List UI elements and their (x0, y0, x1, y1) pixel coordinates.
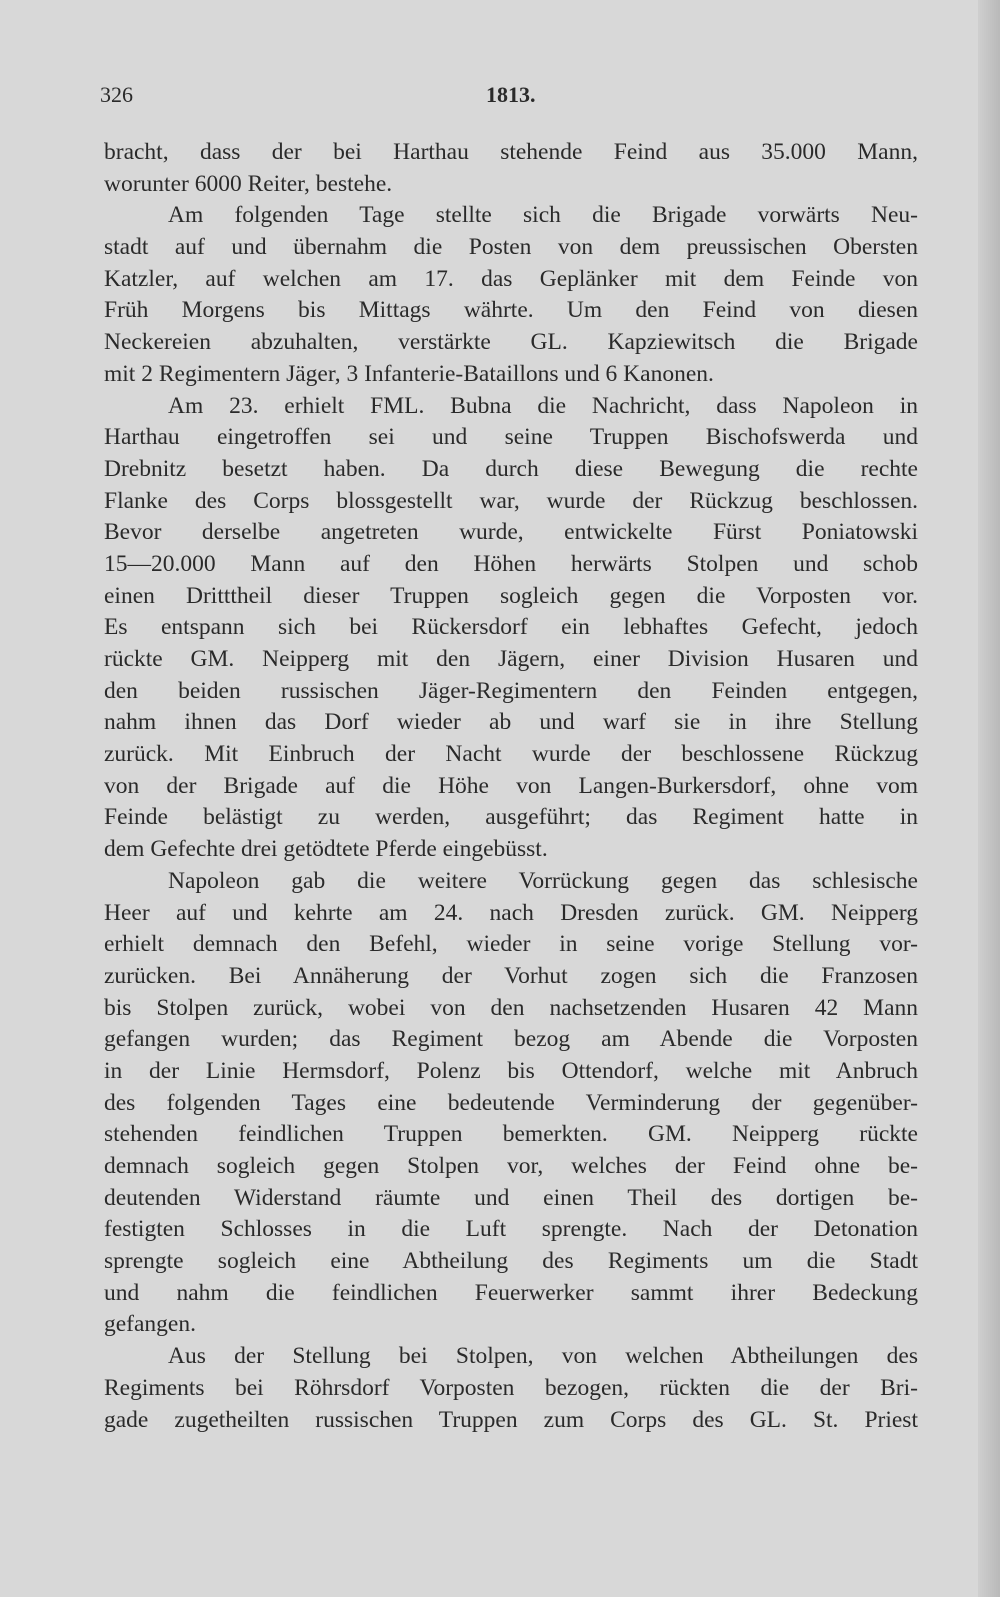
text-line: den beiden russischen Jäger-Regimentern den Feinden entgegen, (104, 677, 918, 704)
text-line: des folgenden Tages eine bedeutende Verminderung der gegenüber- (104, 1089, 918, 1116)
text-line: Harthau eingetroffen sei und seine Truppen Bischofswerda und (104, 424, 918, 451)
text-line: bracht, dass der bei Harthau stehende Feind aus 35.000 Mann, (104, 139, 918, 165)
text-line: Früh Morgens bis Mittags währte. Um den Feind von diesen (104, 297, 918, 324)
text-line: Am folgenden Tage stellte sich die Brigade vorwärts Neu- (168, 202, 918, 229)
page-edge-shadow (978, 0, 1000, 1597)
text-line: einen Dritttheil dieser Truppen sogleich gegen die Vorposten vor. (104, 582, 918, 609)
text-line: Am 23. erhielt FML. Bubna die Nachricht, dass Napoleon in (168, 392, 918, 419)
text-line: Drebnitz besetzt haben. Da durch diese Bewegung die rechte (104, 455, 918, 482)
text-line: nahm ihnen das Dorf wieder ab und warf sie in ihre Stellung (104, 709, 918, 736)
text-line: Aus der Stellung bei Stolpen, von welchen Abtheilungen des (168, 1343, 918, 1370)
body-text (104, 137, 918, 1436)
text-line: worunter 6000 Reiter, bestehe. (104, 170, 393, 197)
text-line: und nahm die feindlichen Feuerwerker sammt ihrer Bedeckung (104, 1279, 918, 1306)
text-line: dem Gefechte drei getödtete Pferde eingebüsst. (104, 836, 548, 863)
text-line: Katzler, auf welchen am 17. das Geplänker mit dem Feinde von (104, 265, 918, 292)
text-line: 15—20.000 Mann auf den Höhen herwärts Stolpen und schob (104, 550, 918, 577)
text-line: gade zugetheilten russischen Truppen zum Corps des GL. St. Priest (104, 1406, 918, 1433)
text-line: stehenden feindlichen Truppen bemerkten. GM. Neipperg rückte (104, 1121, 918, 1148)
text-line: gefangen wurden; das Regiment bezog am Abende die Vorposten (104, 1026, 918, 1053)
text-line: von der Brigade auf die Höhe von Langen-Burkersdorf, ohne vom (104, 772, 918, 799)
page-header (100, 82, 920, 116)
text-line: gefangen. (104, 1311, 196, 1338)
text-line: rückte GM. Neipperg mit den Jägern, einer Division Husaren und (104, 646, 918, 672)
page-number: 326 (100, 82, 133, 107)
text-line: Regiments bei Röhrsdorf Vorposten bezogen, rückten die der Bri- (104, 1374, 918, 1401)
text-line: zurücken. Bei Annäherung der Vorhut zogen sich die Franzosen (104, 962, 918, 989)
text-line: Neckereien abzuhalten, verstärkte GL. Kapziewitsch die Brigade (104, 329, 918, 356)
text-line: festigten Schlosses in die Luft sprengte. Nach der Detonation (104, 1216, 918, 1243)
text-line: Es entspann sich bei Rückersdorf ein lebhaftes Gefecht, jedoch (104, 614, 918, 641)
text-line: sprengte sogleich eine Abtheilung des Regiments um die Stadt (104, 1248, 918, 1275)
text-line: demnach sogleich gegen Stolpen vor, welches der Feind ohne be- (104, 1153, 918, 1179)
text-line: Feinde belästigt zu werden, ausgeführt; das Regiment hatte in (104, 804, 918, 831)
text-line: Flanke des Corps blossgestellt war, wurde der Rückzug beschlossen. (104, 487, 918, 514)
text-line: erhielt demnach den Befehl, wieder in seine vorige Stellung vor- (104, 931, 918, 958)
text-line: in der Linie Hermsdorf, Polenz bis Ottendorf, welche mit Anbruch (104, 1057, 918, 1084)
text-line: bis Stolpen zurück, wobei von den nachsetzenden Husaren 42 Mann (104, 994, 918, 1021)
text-line: stadt auf und übernahm die Posten von dem preussischen Obersten (104, 234, 918, 261)
text-line: mit 2 Regimentern Jäger, 3 Infanterie-Bataillons und 6 Kanonen. (104, 360, 714, 387)
text-line: Bevor derselbe angetreten wurde, entwickelte Fürst Poniatowski (104, 519, 918, 546)
text-line: deutenden Widerstand räumte und einen Theil des dortigen be- (104, 1184, 918, 1211)
running-head: 1813. (486, 82, 536, 107)
text-line: Heer auf und kehrte am 24. nach Dresden zurück. GM. Neipperg (104, 899, 918, 926)
text-line: zurück. Mit Einbruch der Nacht wurde der beschlossene Rückzug (104, 741, 918, 768)
text-line: Napoleon gab die weitere Vorrückung gegen das schlesische (168, 867, 918, 894)
